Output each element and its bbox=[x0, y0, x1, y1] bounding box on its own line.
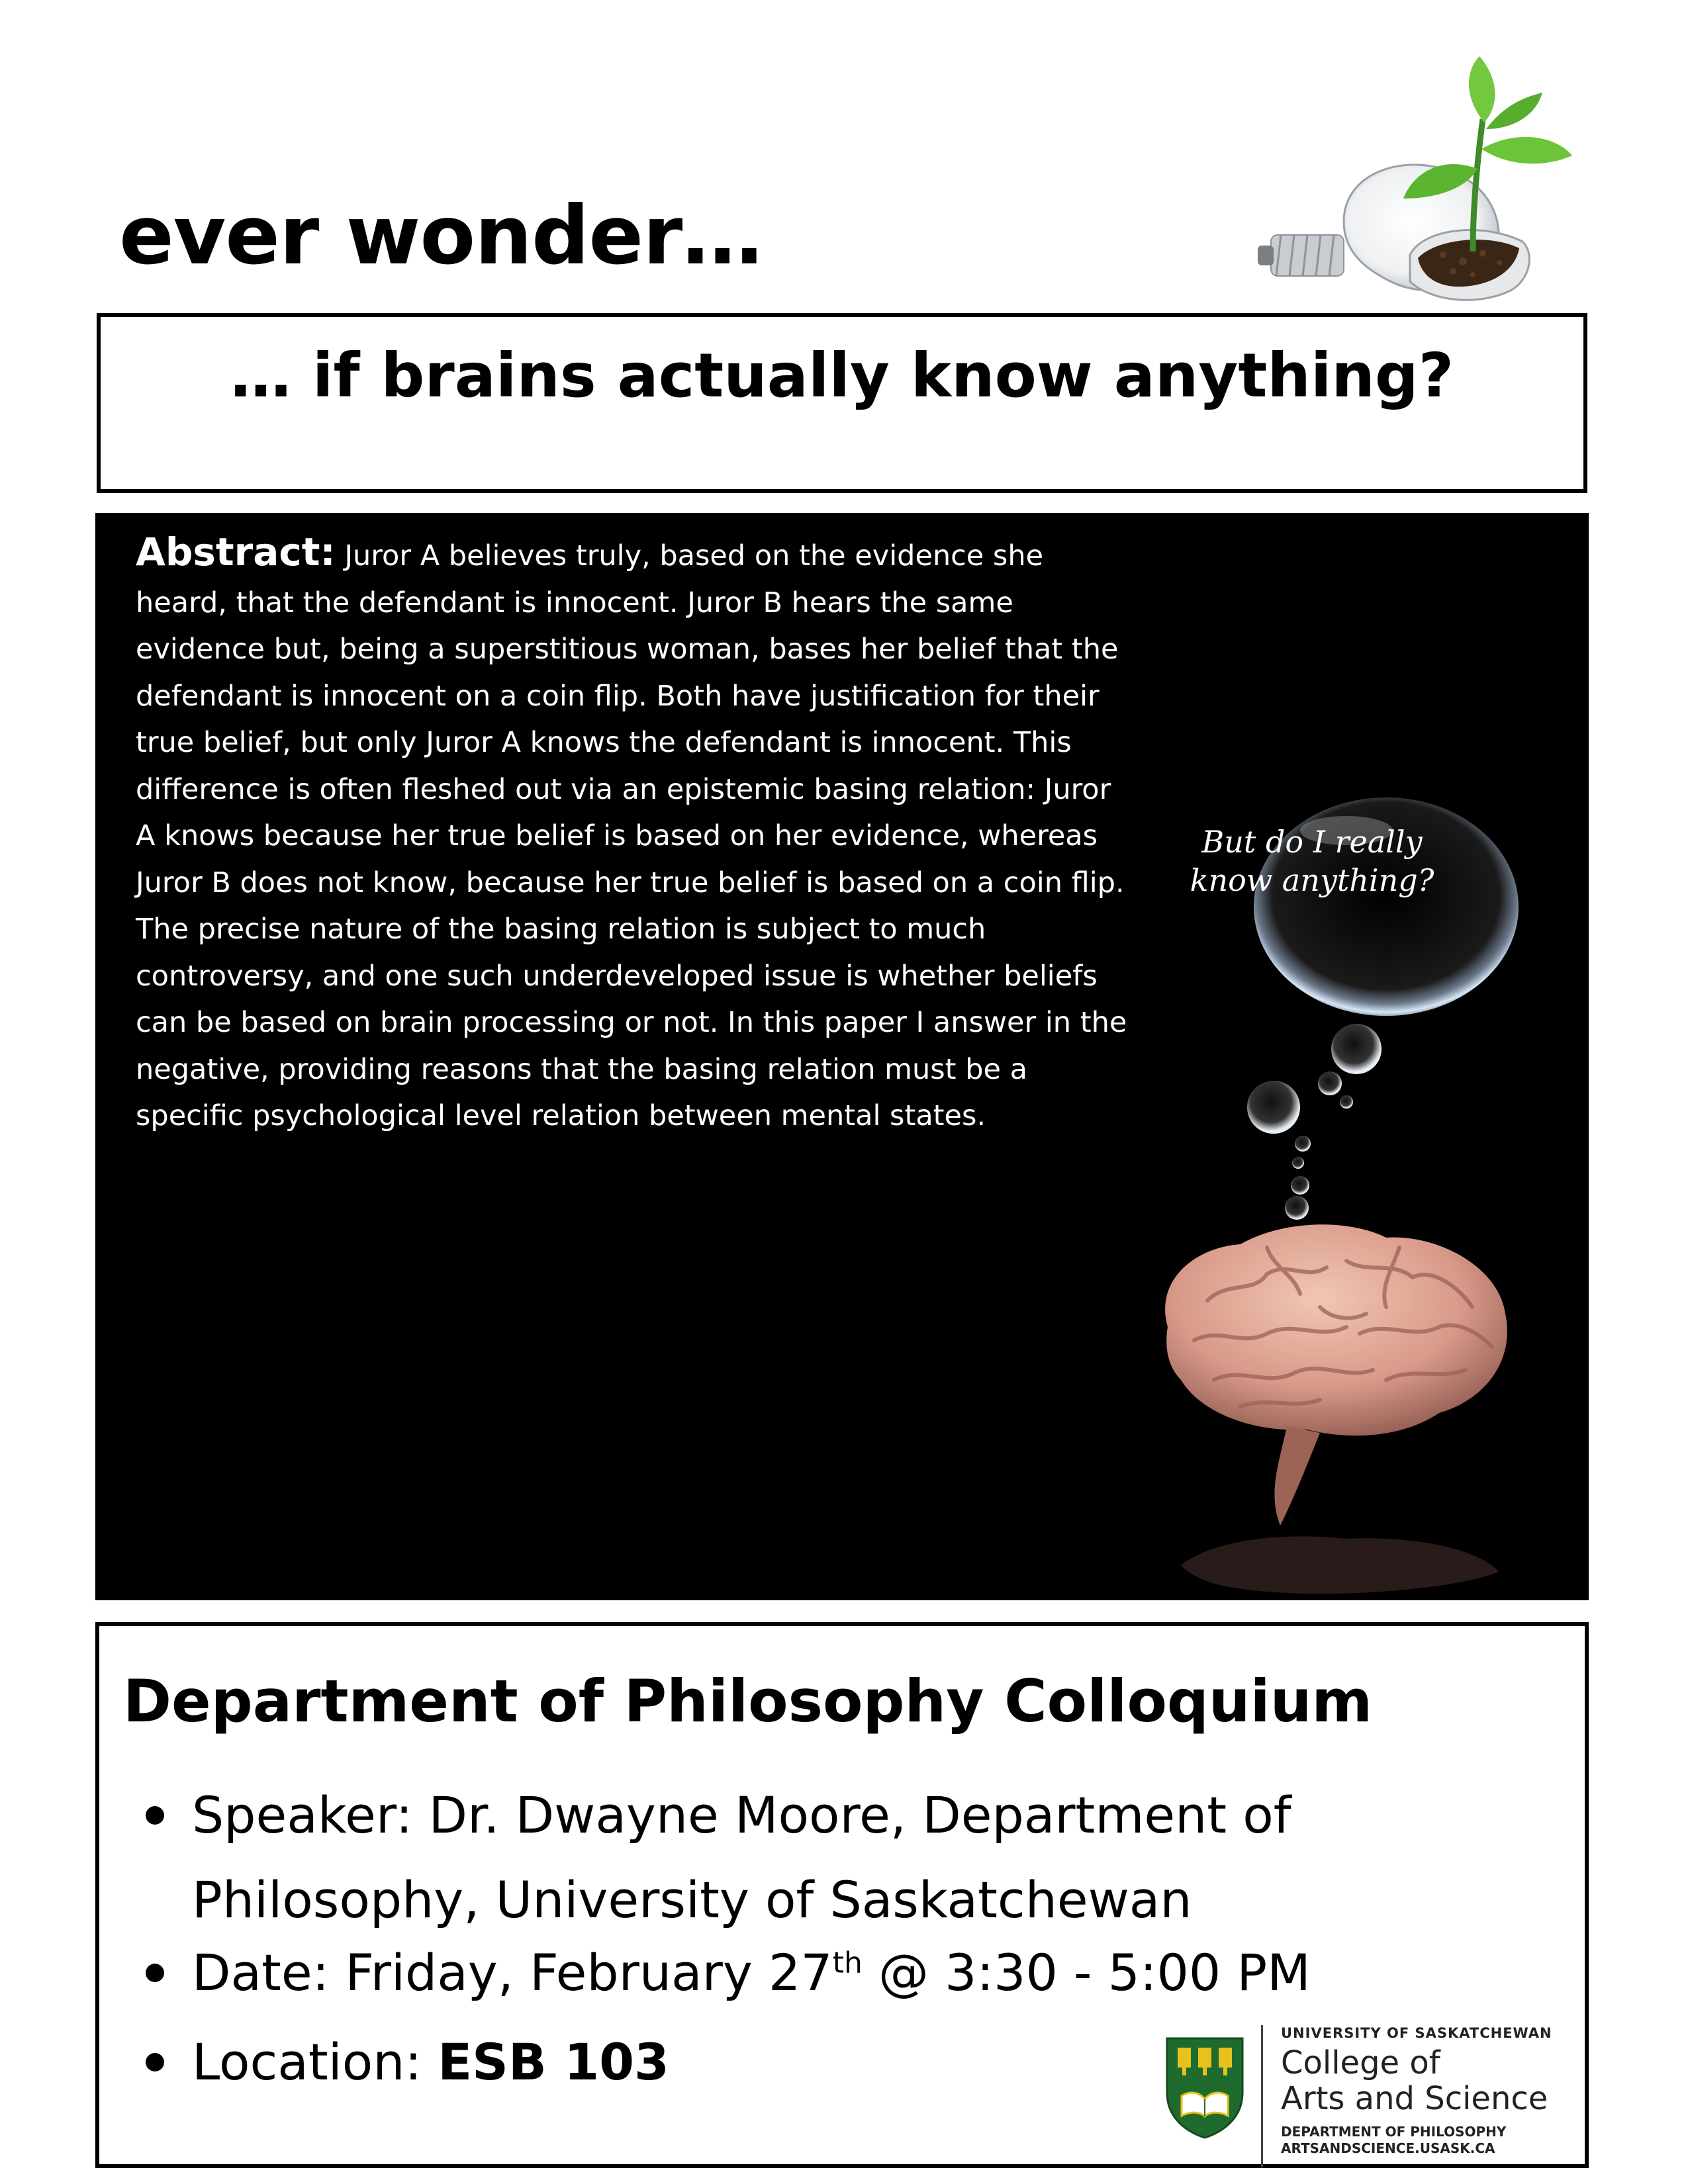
usask-logo bbox=[1162, 2025, 1579, 2167]
location-label: Location: bbox=[192, 2032, 438, 2091]
speaker-line-1: Speaker: Dr. Dwayne Moore, Department of bbox=[192, 1786, 1291, 1844]
location-value: ESB 103 bbox=[438, 2032, 669, 2091]
bullet-icon bbox=[146, 1806, 164, 1825]
question-heading: … if brains actually know anything? bbox=[230, 340, 1454, 411]
abstract-text-block bbox=[136, 529, 1129, 1140]
usask-shield-icon bbox=[1162, 2033, 1248, 2139]
bubble-line-1: But do I really bbox=[1201, 824, 1423, 860]
logo-college-line-2: Arts and Science bbox=[1281, 2080, 1548, 2117]
headline: ever wonder… bbox=[119, 189, 763, 283]
logo-department-name: DEPARTMENT OF PHILOSOPHY bbox=[1281, 2124, 1507, 2140]
date-suffix: @ 3:30 - 5:00 PM bbox=[862, 1943, 1311, 2002]
colloquium-title: Department of Philosophy Colloquium bbox=[123, 1667, 1373, 1735]
logo-divider bbox=[1261, 2025, 1263, 2167]
question-box bbox=[97, 313, 1587, 493]
abstract-panel bbox=[95, 513, 1589, 1600]
bullet-icon bbox=[146, 2053, 164, 2071]
location-line bbox=[192, 2032, 669, 2091]
logo-url: ARTSANDSCIENCE.USASK.CA bbox=[1281, 2140, 1495, 2156]
abstract-body: Juror A believes truly, based on the evidence she heard, that the defendant is innocent. Juror B hears the same evidence but, being a superstitious woman, bases her belief that the defendant is innocent on a coin flip. Both have justification for their true belief, but only Juror A knows the defendant is innocent. This difference is often fleshed out via an epistemic basing relation: Juror A knows because her true belief is based on her evidence, whereas Juror B does not know, because her true belief is based on a coin flip. The precise nature of the basing relation is subject to much controversy, and one such underdeveloped issue is whether beliefs can be based on brain processing or not. In this paper I answer in the negative, providing reasons that the basing relation must be a specific psychological level relation between mental states. bbox=[136, 539, 1127, 1132]
thought-bubble-text bbox=[1180, 823, 1444, 899]
date-prefix: Date: Friday, February 27 bbox=[192, 1943, 833, 2002]
abstract-label: Abstract: bbox=[136, 529, 336, 574]
date-line bbox=[192, 1943, 1311, 2002]
logo-college-name bbox=[1281, 2045, 1548, 2116]
lightbulb-plant-illustration bbox=[1244, 56, 1589, 311]
logo-university-name: UNIVERSITY OF SASKATCHEWAN bbox=[1281, 2025, 1552, 2041]
date-superscript: th bbox=[832, 1946, 863, 1980]
bullet-icon bbox=[146, 1964, 164, 1982]
speaker-line-2: Philosophy, University of Saskatchewan bbox=[192, 1870, 1192, 1929]
logo-college-line-1: College of bbox=[1281, 2044, 1440, 2081]
bubble-line-2: know anything? bbox=[1190, 862, 1434, 898]
